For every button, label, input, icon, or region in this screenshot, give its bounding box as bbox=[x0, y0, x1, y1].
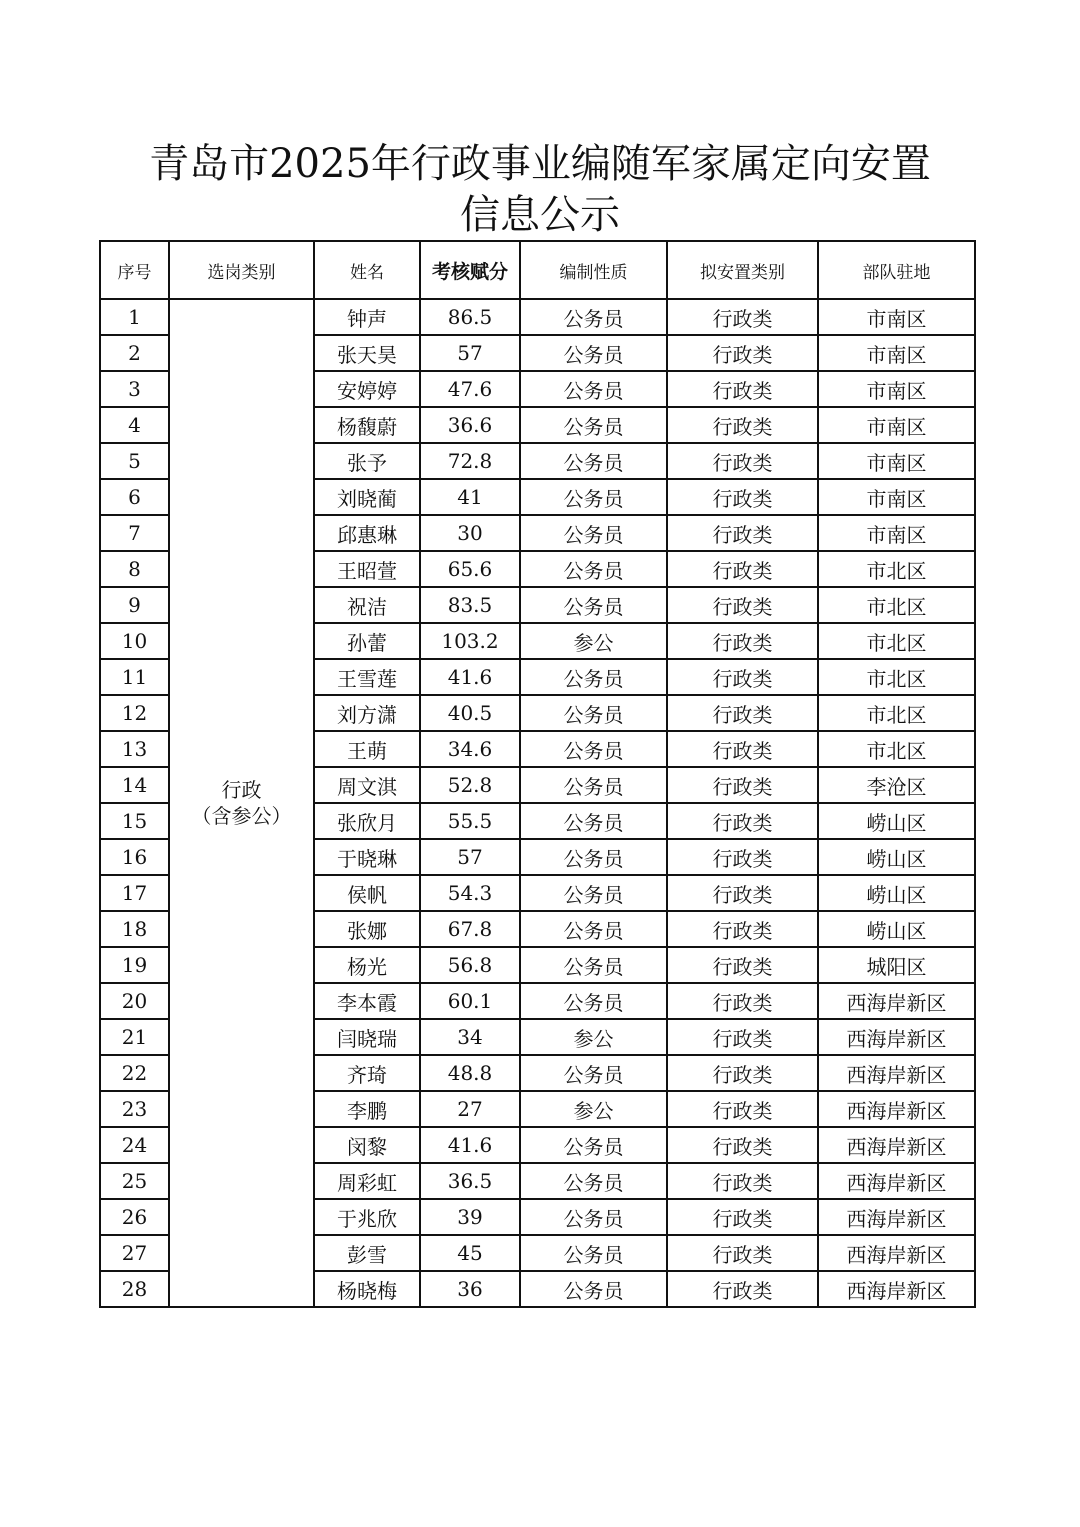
cell-establishment: 公务员 bbox=[520, 983, 667, 1019]
cell-score: 57 bbox=[420, 839, 520, 875]
header-seq: 序号 bbox=[100, 241, 169, 299]
header-establishment: 编制性质 bbox=[520, 241, 667, 299]
cell-seq: 8 bbox=[100, 551, 169, 587]
cell-establishment: 公务员 bbox=[520, 875, 667, 911]
cell-name: 于兆欣 bbox=[314, 1199, 420, 1235]
cell-placement: 行政类 bbox=[667, 947, 818, 983]
cell-seq: 26 bbox=[100, 1199, 169, 1235]
cell-score: 39 bbox=[420, 1199, 520, 1235]
cell-seq: 25 bbox=[100, 1163, 169, 1199]
cell-name: 邱惠琳 bbox=[314, 515, 420, 551]
category-main-label: 行政 bbox=[221, 778, 262, 802]
cell-seq: 16 bbox=[100, 839, 169, 875]
cell-name: 张欣月 bbox=[314, 803, 420, 839]
cell-location: 市南区 bbox=[818, 443, 975, 479]
cell-name: 张予 bbox=[314, 443, 420, 479]
cell-location: 西海岸新区 bbox=[818, 1055, 975, 1091]
cell-placement: 行政类 bbox=[667, 731, 818, 767]
cell-name: 张娜 bbox=[314, 911, 420, 947]
cell-name: 侯帆 bbox=[314, 875, 420, 911]
cell-placement: 行政类 bbox=[667, 1199, 818, 1235]
cell-score: 86.5 bbox=[420, 299, 520, 335]
cell-name: 祝洁 bbox=[314, 587, 420, 623]
cell-name: 闵黎 bbox=[314, 1127, 420, 1163]
cell-establishment: 公务员 bbox=[520, 767, 667, 803]
cell-location: 市南区 bbox=[818, 371, 975, 407]
cell-placement: 行政类 bbox=[667, 1163, 818, 1199]
cell-placement: 行政类 bbox=[667, 839, 818, 875]
cell-location: 西海岸新区 bbox=[818, 1271, 975, 1307]
cell-seq: 21 bbox=[100, 1019, 169, 1055]
cell-location: 市南区 bbox=[818, 479, 975, 515]
cell-score: 65.6 bbox=[420, 551, 520, 587]
cell-placement: 行政类 bbox=[667, 299, 818, 335]
cell-establishment: 公务员 bbox=[520, 1271, 667, 1307]
cell-seq: 18 bbox=[100, 911, 169, 947]
cell-score: 60.1 bbox=[420, 983, 520, 1019]
cell-placement: 行政类 bbox=[667, 335, 818, 371]
cell-location: 市南区 bbox=[818, 299, 975, 335]
cell-location: 市南区 bbox=[818, 515, 975, 551]
cell-seq: 22 bbox=[100, 1055, 169, 1091]
cell-location: 西海岸新区 bbox=[818, 1019, 975, 1055]
cell-location: 李沧区 bbox=[818, 767, 975, 803]
cell-location: 市北区 bbox=[818, 587, 975, 623]
cell-establishment: 参公 bbox=[520, 1019, 667, 1055]
cell-seq: 2 bbox=[100, 335, 169, 371]
cell-location: 崂山区 bbox=[818, 803, 975, 839]
cell-score: 36.6 bbox=[420, 407, 520, 443]
cell-location: 市南区 bbox=[818, 407, 975, 443]
cell-score: 52.8 bbox=[420, 767, 520, 803]
cell-seq: 10 bbox=[100, 623, 169, 659]
cell-score: 103.2 bbox=[420, 623, 520, 659]
cell-seq: 6 bbox=[100, 479, 169, 515]
cell-name: 周彩虹 bbox=[314, 1163, 420, 1199]
cell-score: 36.5 bbox=[420, 1163, 520, 1199]
cell-seq: 4 bbox=[100, 407, 169, 443]
cell-score: 27 bbox=[420, 1091, 520, 1127]
cell-name: 王昭萱 bbox=[314, 551, 420, 587]
cell-seq: 1 bbox=[100, 299, 169, 335]
cell-placement: 行政类 bbox=[667, 911, 818, 947]
cell-placement: 行政类 bbox=[667, 659, 818, 695]
cell-score: 34 bbox=[420, 1019, 520, 1055]
cell-name: 彭雪 bbox=[314, 1235, 420, 1271]
cell-score: 40.5 bbox=[420, 695, 520, 731]
cell-location: 市北区 bbox=[818, 623, 975, 659]
cell-score: 67.8 bbox=[420, 911, 520, 947]
cell-placement: 行政类 bbox=[667, 371, 818, 407]
cell-name: 李本霞 bbox=[314, 983, 420, 1019]
cell-name: 李鹏 bbox=[314, 1091, 420, 1127]
cell-placement: 行政类 bbox=[667, 479, 818, 515]
cell-establishment: 公务员 bbox=[520, 1199, 667, 1235]
cell-establishment: 公务员 bbox=[520, 515, 667, 551]
page-subtitle: 信息公示 bbox=[460, 192, 620, 238]
cell-name: 周文淇 bbox=[314, 767, 420, 803]
header-name: 姓名 bbox=[314, 241, 420, 299]
cell-placement: 行政类 bbox=[667, 1091, 818, 1127]
cell-score: 30 bbox=[420, 515, 520, 551]
cell-establishment: 公务员 bbox=[520, 1163, 667, 1199]
cell-seq: 13 bbox=[100, 731, 169, 767]
cell-location: 市北区 bbox=[818, 551, 975, 587]
cell-seq: 24 bbox=[100, 1127, 169, 1163]
cell-placement: 行政类 bbox=[667, 695, 818, 731]
cell-establishment: 公务员 bbox=[520, 803, 667, 839]
cell-location: 西海岸新区 bbox=[818, 1199, 975, 1235]
cell-name: 安婷婷 bbox=[314, 371, 420, 407]
cell-placement: 行政类 bbox=[667, 551, 818, 587]
cell-establishment: 公务员 bbox=[520, 335, 667, 371]
cell-placement: 行政类 bbox=[667, 1271, 818, 1307]
cell-score: 34.6 bbox=[420, 731, 520, 767]
cell-score: 54.3 bbox=[420, 875, 520, 911]
cell-score: 45 bbox=[420, 1235, 520, 1271]
cell-location: 崂山区 bbox=[818, 839, 975, 875]
cell-location: 西海岸新区 bbox=[818, 1235, 975, 1271]
cell-seq: 11 bbox=[100, 659, 169, 695]
cell-establishment: 公务员 bbox=[520, 551, 667, 587]
cell-establishment: 公务员 bbox=[520, 443, 667, 479]
cell-name: 王雪莲 bbox=[314, 659, 420, 695]
cell-establishment: 公务员 bbox=[520, 1127, 667, 1163]
cell-seq: 15 bbox=[100, 803, 169, 839]
cell-establishment: 公务员 bbox=[520, 911, 667, 947]
cell-score: 57 bbox=[420, 335, 520, 371]
cell-placement: 行政类 bbox=[667, 1235, 818, 1271]
cell-establishment: 公务员 bbox=[520, 659, 667, 695]
cell-establishment: 公务员 bbox=[520, 371, 667, 407]
cell-establishment: 公务员 bbox=[520, 695, 667, 731]
cell-score: 72.8 bbox=[420, 443, 520, 479]
page-title: 青岛市2025年行政事业编随军家属定向安置 bbox=[149, 141, 931, 187]
cell-seq: 3 bbox=[100, 371, 169, 407]
cell-placement: 行政类 bbox=[667, 623, 818, 659]
cell-establishment: 公务员 bbox=[520, 1235, 667, 1271]
cell-placement: 行政类 bbox=[667, 443, 818, 479]
cell-category bbox=[169, 299, 314, 1307]
cell-name: 孙蕾 bbox=[314, 623, 420, 659]
cell-establishment: 公务员 bbox=[520, 299, 667, 335]
cell-establishment: 公务员 bbox=[520, 1055, 667, 1091]
cell-name: 王萌 bbox=[314, 731, 420, 767]
cell-placement: 行政类 bbox=[667, 587, 818, 623]
cell-establishment: 公务员 bbox=[520, 407, 667, 443]
cell-establishment: 公务员 bbox=[520, 731, 667, 767]
cell-seq: 23 bbox=[100, 1091, 169, 1127]
cell-name: 刘晓蔺 bbox=[314, 479, 420, 515]
cell-score: 48.8 bbox=[420, 1055, 520, 1091]
table-header-row bbox=[100, 241, 975, 299]
cell-seq: 27 bbox=[100, 1235, 169, 1271]
cell-name: 闫晓瑞 bbox=[314, 1019, 420, 1055]
cell-establishment: 公务员 bbox=[520, 947, 667, 983]
cell-score: 47.6 bbox=[420, 371, 520, 407]
cell-name: 钟声 bbox=[314, 299, 420, 335]
cell-location: 市北区 bbox=[818, 731, 975, 767]
cell-name: 刘方潇 bbox=[314, 695, 420, 731]
cell-location: 崂山区 bbox=[818, 875, 975, 911]
header-location: 部队驻地 bbox=[818, 241, 975, 299]
cell-seq: 7 bbox=[100, 515, 169, 551]
cell-seq: 9 bbox=[100, 587, 169, 623]
cell-name: 杨馥蔚 bbox=[314, 407, 420, 443]
cell-seq: 14 bbox=[100, 767, 169, 803]
cell-score: 36 bbox=[420, 1271, 520, 1307]
cell-seq: 12 bbox=[100, 695, 169, 731]
cell-seq: 19 bbox=[100, 947, 169, 983]
cell-location: 市南区 bbox=[818, 335, 975, 371]
cell-name: 齐琦 bbox=[314, 1055, 420, 1091]
cell-score: 41 bbox=[420, 479, 520, 515]
cell-establishment: 公务员 bbox=[520, 839, 667, 875]
cell-name: 杨晓梅 bbox=[314, 1271, 420, 1307]
cell-establishment: 参公 bbox=[520, 1091, 667, 1127]
placement-table bbox=[99, 240, 976, 1308]
cell-seq: 20 bbox=[100, 983, 169, 1019]
cell-placement: 行政类 bbox=[667, 407, 818, 443]
cell-score: 83.5 bbox=[420, 587, 520, 623]
header-placement: 拟安置类别 bbox=[667, 241, 818, 299]
cell-placement: 行政类 bbox=[667, 803, 818, 839]
cell-score: 41.6 bbox=[420, 1127, 520, 1163]
cell-location: 城阳区 bbox=[818, 947, 975, 983]
cell-location: 市北区 bbox=[818, 695, 975, 731]
cell-score: 55.5 bbox=[420, 803, 520, 839]
header-score: 考核赋分 bbox=[420, 241, 520, 299]
cell-placement: 行政类 bbox=[667, 515, 818, 551]
cell-seq: 28 bbox=[100, 1271, 169, 1307]
cell-placement: 行政类 bbox=[667, 875, 818, 911]
cell-location: 市北区 bbox=[818, 659, 975, 695]
cell-establishment: 公务员 bbox=[520, 479, 667, 515]
cell-placement: 行政类 bbox=[667, 1127, 818, 1163]
cell-placement: 行政类 bbox=[667, 1055, 818, 1091]
category-sub-label: （含参公） bbox=[191, 804, 292, 828]
cell-name: 张天昊 bbox=[314, 335, 420, 371]
cell-name: 于晓琳 bbox=[314, 839, 420, 875]
cell-location: 崂山区 bbox=[818, 911, 975, 947]
cell-location: 西海岸新区 bbox=[818, 983, 975, 1019]
cell-seq: 17 bbox=[100, 875, 169, 911]
cell-location: 西海岸新区 bbox=[818, 1163, 975, 1199]
cell-establishment: 公务员 bbox=[520, 587, 667, 623]
cell-location: 西海岸新区 bbox=[818, 1127, 975, 1163]
cell-placement: 行政类 bbox=[667, 1019, 818, 1055]
cell-score: 56.8 bbox=[420, 947, 520, 983]
cell-establishment: 参公 bbox=[520, 623, 667, 659]
cell-name: 杨光 bbox=[314, 947, 420, 983]
cell-placement: 行政类 bbox=[667, 983, 818, 1019]
table-body bbox=[100, 299, 975, 1307]
table-row bbox=[100, 299, 975, 335]
header-category: 选岗类别 bbox=[169, 241, 314, 299]
cell-seq: 5 bbox=[100, 443, 169, 479]
cell-score: 41.6 bbox=[420, 659, 520, 695]
cell-location: 西海岸新区 bbox=[818, 1091, 975, 1127]
cell-placement: 行政类 bbox=[667, 767, 818, 803]
